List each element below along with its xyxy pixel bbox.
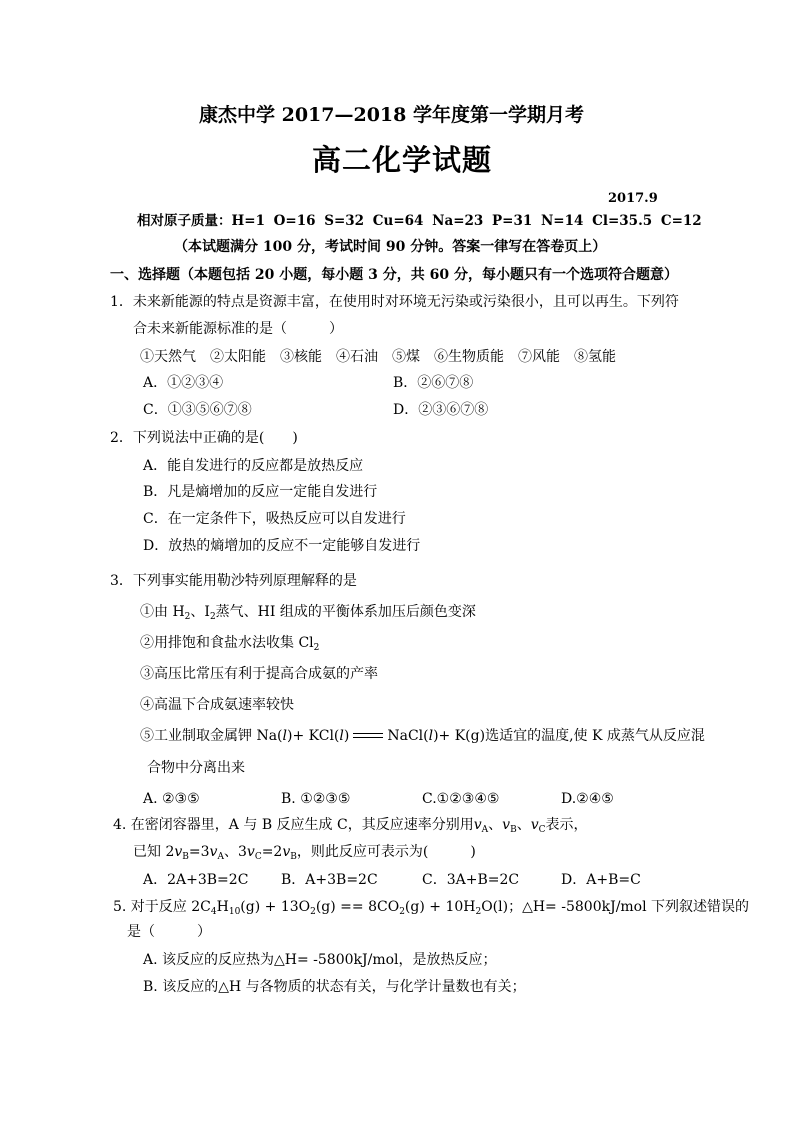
q3-item-1: ①由 $H_2$、$I_2$蒸气、HI 组成的平衡体系加压后颜色变深	[140, 604, 476, 622]
q4-option-b[interactable]: B．A+3B=2C	[281, 872, 378, 888]
equilibrium-arrow-icon	[351, 732, 385, 740]
q4-stem: 4. 在密闭容器里，A 与 B 反应生成 C，其反应速率分别用$v_A$、$v_B$、$v_C$表示，	[113, 817, 588, 835]
q2-option-d[interactable]: D．放热的熵增加的反应不一定能够自发进行	[143, 538, 421, 554]
q1-option-a[interactable]: A．①②③④	[143, 375, 224, 391]
q5-option-a[interactable]: A. 该反应的反应热为△H= -5800kJ/mol，是放热反应；	[143, 952, 497, 968]
q3-item-3: ③高压比常压有利于提高合成氨的产率	[140, 666, 378, 682]
school-title: 康杰中学 2017—2018 学年度第一学期月考	[199, 104, 584, 126]
q3-item-5-line2: 合物中分离出来	[147, 760, 245, 776]
q5-option-b[interactable]: B. 该反应的△H 与各物质的状态有关，与化学计量数也有关；	[143, 979, 526, 995]
q1-stem-line1: 1．未来新能源的特点是资源丰富，在使用时对环境无污染或污染很小，且可以再生。下列符	[110, 294, 679, 310]
q3-option-d[interactable]: D.②④⑤	[561, 791, 614, 807]
atomic-masses: 相对原子质量：H=1 O=16 S=32 Cu=64 Na=23 P=31 N=14 Cl=35.5 C=12	[137, 213, 702, 229]
q3-stem: 3．下列事实能用勒沙特列原理解释的是	[110, 573, 357, 589]
q3-item-5: ⑤工业制取金属钾 Na(l)+ KCl(l) NaCl(l)+ K(g)选适宜的温度,使 K 成蒸气从反应混	[140, 728, 705, 744]
q2-stem: 2．下列说法中正确的是( )	[110, 430, 298, 446]
q4-option-d[interactable]: D．A+B=C	[561, 872, 641, 888]
q4-condition: 已知 $2v_B=3v_A$、$3v_C=2v_B$，则此反应可表示为( )	[133, 844, 476, 862]
q2-option-c[interactable]: C．在一定条件下，吸热反应可以自发进行	[143, 511, 406, 527]
q3-option-b[interactable]: B. ①②③⑤	[281, 791, 351, 807]
exam-title: 高二化学试题	[312, 143, 493, 177]
q1-items: ①天然气 ②太阳能 ③核能 ④石油 ⑤煤 ⑥生物质能 ⑦风能 ⑧氢能	[140, 349, 616, 365]
q4-option-c[interactable]: C．3A+B=2C	[422, 872, 520, 888]
q1-option-d[interactable]: D．②③⑥⑦⑧	[393, 402, 489, 418]
q2-option-b[interactable]: B．凡是熵增加的反应一定能自发进行	[143, 484, 378, 500]
q1-option-c[interactable]: C．①③⑤⑥⑦⑧	[143, 402, 252, 418]
q5-stem-line2: 是（ ）	[127, 924, 211, 940]
q5-stem: 5. 对于反应 $2C_4H_{10}(g) + 13O_2(g) == 8CO_2(g) + 10H_2O(l)$；△H= -5800kJ/mol 下列叙述错误的	[113, 899, 750, 917]
q1-stem-line2: 合未来新能源标准的是（ ）	[133, 321, 343, 337]
instructions: （本试题满分 100 分，考试时间 90 分钟。答案一律写在答卷页上）	[174, 239, 607, 255]
q2-option-a[interactable]: A．能自发进行的反应都是放热反应	[143, 458, 364, 474]
q4-option-a[interactable]: A．2A+3B=2C	[143, 872, 249, 888]
q3-option-a[interactable]: A. ②③⑤	[143, 791, 200, 807]
q3-option-c[interactable]: C.①②③④⑤	[422, 791, 500, 807]
q3-item-4: ④高温下合成氨速率较快	[140, 697, 294, 713]
q1-option-b[interactable]: B．②⑥⑦⑧	[393, 375, 474, 391]
exam-date: 2017.9	[608, 191, 658, 206]
section-heading: 一、选择题（本题包括 20 小题，每小题 3 分，共 60 分，每小题只有一个选项符合题意）	[110, 267, 678, 283]
q3-item-2: ②用排饱和食盐水法收集 $Cl_2$	[140, 635, 320, 653]
